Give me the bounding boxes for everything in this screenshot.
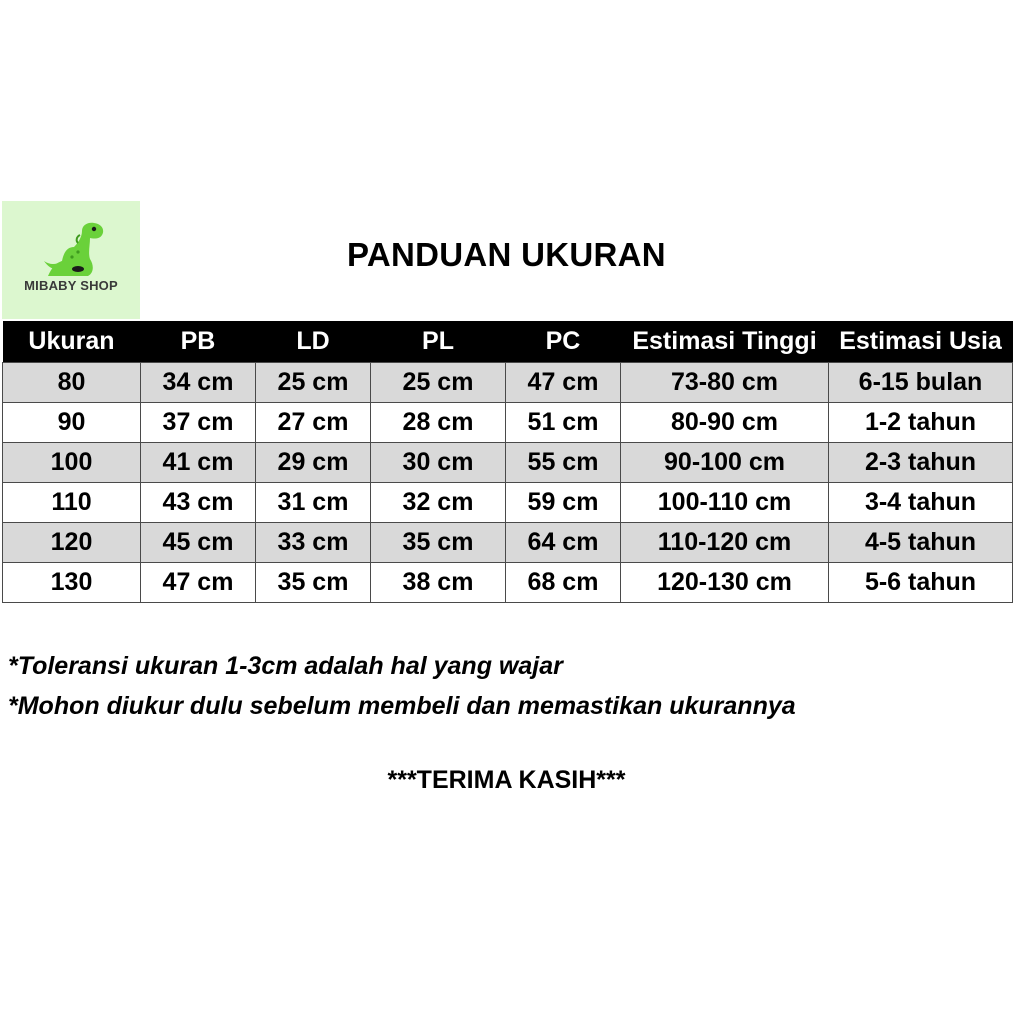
cell-age: 1-2 tahun	[829, 403, 1013, 443]
cell-age: 4-5 tahun	[829, 523, 1013, 563]
cell-ld: 33 cm	[256, 523, 371, 563]
table-row	[3, 563, 1013, 603]
table-row	[3, 403, 1013, 443]
cell-pc: 64 cm	[506, 523, 621, 563]
cell-pl: 28 cm	[371, 403, 506, 443]
dinosaur-icon	[42, 221, 106, 279]
table-row	[3, 443, 1013, 483]
table-row	[3, 483, 1013, 523]
cell-size: 110	[3, 483, 141, 523]
header-pl: PL	[371, 321, 506, 363]
cell-size: 120	[3, 523, 141, 563]
header-size: Ukuran	[3, 321, 141, 363]
cell-pl: 30 cm	[371, 443, 506, 483]
cell-pb: 37 cm	[141, 403, 256, 443]
header-ld: LD	[256, 321, 371, 363]
measure-note: *Mohon diukur dulu sebelum membeli dan memastikan ukurannya	[8, 692, 796, 720]
page-title: PANDUAN UKURAN	[347, 236, 666, 273]
cell-age: 6-15 bulan	[829, 363, 1013, 403]
cell-pc: 68 cm	[506, 563, 621, 603]
cell-ld: 25 cm	[256, 363, 371, 403]
cell-height: 90-100 cm	[621, 443, 829, 483]
cell-pc: 47 cm	[506, 363, 621, 403]
header-age-estimate: Estimasi Usia	[829, 321, 1013, 363]
cell-pl: 35 cm	[371, 523, 506, 563]
shop-logo	[2, 201, 140, 319]
header-pb: PB	[141, 321, 256, 363]
table-row	[3, 523, 1013, 563]
notes-section	[8, 646, 796, 726]
cell-pl: 32 cm	[371, 483, 506, 523]
cell-pc: 55 cm	[506, 443, 621, 483]
cell-age: 5-6 tahun	[829, 563, 1013, 603]
cell-size: 100	[3, 443, 141, 483]
cell-pc: 59 cm	[506, 483, 621, 523]
shop-name: MIBABY SHOP	[24, 278, 118, 293]
table-header-row	[3, 321, 1013, 363]
cell-pb: 34 cm	[141, 363, 256, 403]
cell-age: 3-4 tahun	[829, 483, 1013, 523]
header-pc: PC	[506, 321, 621, 363]
cell-pl: 38 cm	[371, 563, 506, 603]
cell-ld: 27 cm	[256, 403, 371, 443]
cell-ld: 29 cm	[256, 443, 371, 483]
size-chart-table	[2, 321, 1013, 603]
cell-height: 120-130 cm	[621, 563, 829, 603]
cell-height: 73-80 cm	[621, 363, 829, 403]
cell-pb: 43 cm	[141, 483, 256, 523]
cell-pc: 51 cm	[506, 403, 621, 443]
cell-pb: 47 cm	[141, 563, 256, 603]
tolerance-note: *Toleransi ukuran 1-3cm adalah hal yang wajar	[8, 652, 563, 680]
cell-pb: 45 cm	[141, 523, 256, 563]
cell-ld: 35 cm	[256, 563, 371, 603]
cell-ld: 31 cm	[256, 483, 371, 523]
cell-size: 90	[3, 403, 141, 443]
table-row	[3, 363, 1013, 403]
cell-height: 110-120 cm	[621, 523, 829, 563]
cell-size: 130	[3, 563, 141, 603]
cell-age: 2-3 tahun	[829, 443, 1013, 483]
cell-size: 80	[3, 363, 141, 403]
cell-height: 80-90 cm	[621, 403, 829, 443]
thank-you-text: ***TERIMA KASIH***	[387, 766, 626, 794]
cell-pl: 25 cm	[371, 363, 506, 403]
cell-height: 100-110 cm	[621, 483, 829, 523]
cell-pb: 41 cm	[141, 443, 256, 483]
header-height-estimate: Estimasi Tinggi	[621, 321, 829, 363]
